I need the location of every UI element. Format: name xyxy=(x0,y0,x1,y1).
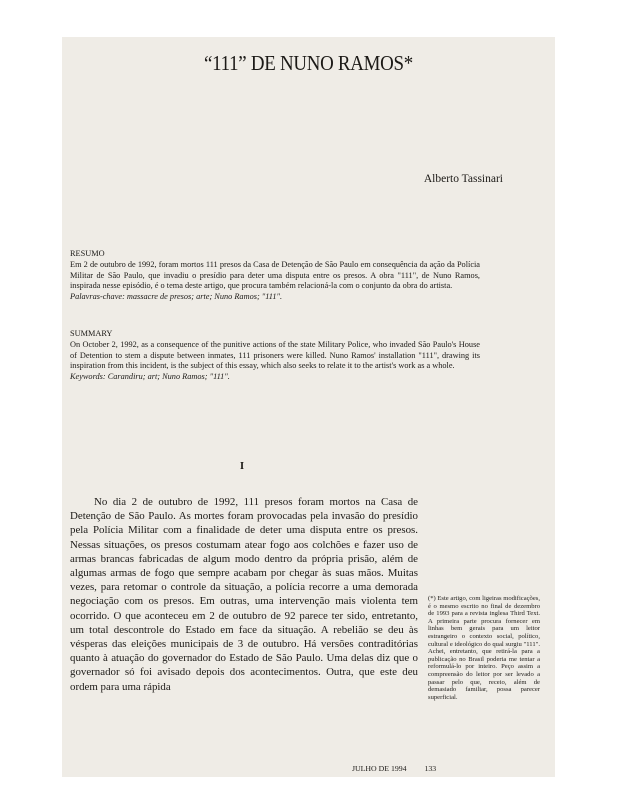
summary-keywords: Keywords: Carandiru; art; Nuno Ramos; "111". xyxy=(70,372,230,382)
summary-text: On October 2, 1992, as a consequence of the punitive actions of the state Military Police, who invaded São Paulo's House of Detention to stem a dispute between inmates, 111 prisoners were killed. Nuno Ramos' installation "111", drawing its inspiration from this incident, is the subject of this essay, which also seeks to relate it to the artist's work as a whole. xyxy=(70,339,480,371)
journal-page xyxy=(62,37,555,777)
body-text xyxy=(70,495,418,694)
resumo-heading: RESUMO xyxy=(70,249,105,258)
issue-date: JULHO DE 1994 xyxy=(352,764,407,773)
body-paragraph: No dia 2 de outubro de 1992, 111 presos foram mortos na Casa de Detenção de São Paulo. As mortes foram provocadas pela invasão do presídio pela Polícia Militar com a finalidade de deter uma disputa entre os presos. Nessas situações, os presos costumam atear fogo aos colchões e fazer uso de armas brancas fabricadas de algum modo dentro da própria prisão, além de algumas armas de fogo que sempre acabam por chegar às suas mãos. Muitas vezes, para retomar o controle da situação, a polícia recorre a uma demorada negociação com os presos. Em outras, uma intervenção mais violenta tem ocorrido. O que aconteceu em 2 de outubro de 92 parece ter sido, entretanto, um total descontrole do Estado em face da situação. A rebelião se deu às vésperas das eleições municipais de 3 de outubro. Há versões contraditórias quanto à atuação do governador do Estado de São Paulo. Uma delas diz que o governador só foi avisado depois dos acontecimentos. Outra, que este deu ordem para uma rápida xyxy=(70,496,418,693)
resumo-keywords: Palavras-chave: massacre de presos; arte; Nuno Ramos; "111". xyxy=(70,292,283,302)
resumo-text: Em 2 de outubro de 1992, foram mortos 111 presos da Casa de Detenção de São Paulo em consequência da ação da Polícia Militar de São Paulo, que invadiu o presídio para deter uma disputa entre os presos. A obra "111", de Nuno Ramos, inspirada nesse episódio, é o tema deste artigo, que procura também relacioná-la com o conjunto da obra do artista. xyxy=(70,259,480,291)
footnote-text: (*) Este artigo, com ligeiras modificações, é o mesmo escrito no final de dezembro de 1993 para a revista inglesa Third Text. A primeira parte procura fornecer em linhas bem gerais para um leitor estrangeiro o contexto social, político, cultural e ideológico do qual surgiu "111". Achei, entretanto, que retirá-la para a publicação no Brasil poderia me tentar a reformulá-lo por inteiro. Peço assim a compreensão do leitor por ser levado a passar pelo que, receio, além de demasiado familiar, possa parecer superficial. xyxy=(428,595,540,701)
section-numeral: I xyxy=(239,460,245,472)
author-name: Alberto Tassinari xyxy=(423,173,503,185)
abstract-english xyxy=(70,329,480,383)
article-title: “111” DE NUNO RAMOS* xyxy=(204,51,413,75)
page-footer xyxy=(352,764,436,773)
abstract-portuguese xyxy=(70,249,480,303)
summary-heading: SUMMARY xyxy=(70,329,113,338)
footnote xyxy=(428,595,540,701)
page-number: 133 xyxy=(424,764,437,773)
